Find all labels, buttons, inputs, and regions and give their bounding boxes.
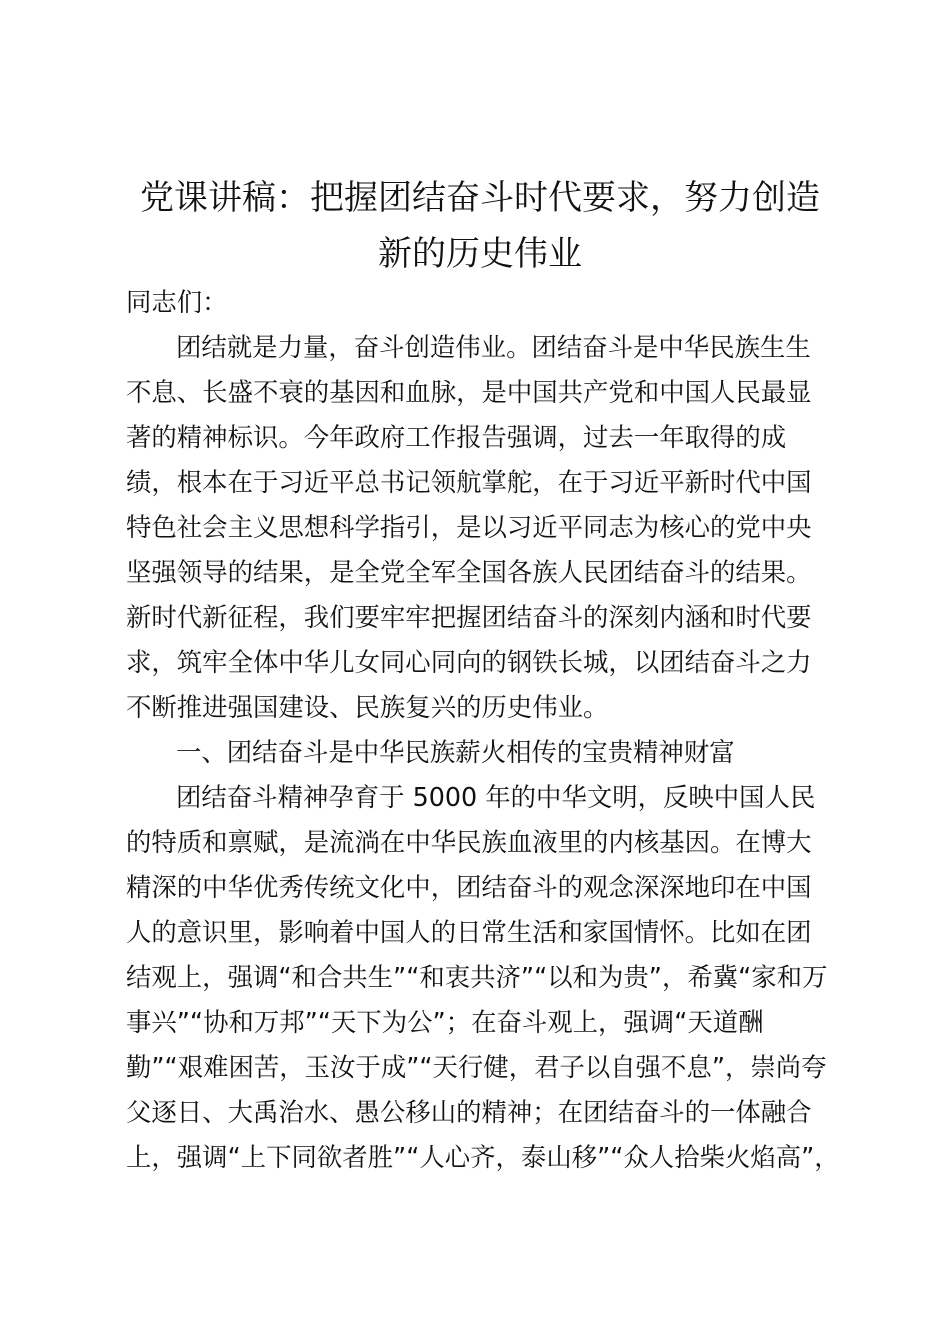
text-line: 特色社会主义思想科学指引，是以习近平同志为核心的党中央 — [126, 512, 812, 542]
text-line: 的特质和禀赋，是流淌在中华民族血液里的内核基因。在博大 — [126, 827, 812, 857]
text-line: 团结就是力量，奋斗创造伟业。团结奋斗是中华民族生生 — [176, 332, 811, 362]
text-line: 勤”“艰难困苦，玉汝于成”“天行健，君子以自强不息”，崇尚夸 — [126, 1052, 827, 1082]
text-line: 上，强调“上下同欲者胜”“人心齐，泰山移”“众人拾柴火焰高”， — [126, 1142, 840, 1172]
text-line: 事兴”“协和万邦”“天下为公”；在奋斗观上，强调“天道酬 — [126, 1007, 764, 1037]
salutation: 同志们： — [126, 287, 228, 317]
document-title — [126, 170, 834, 282]
text-line: 不息、长盛不衰的基因和血脉，是中国共产党和中国人民最显 — [126, 377, 812, 407]
text-line: 求，筑牢全体中华儿女同心同向的钢铁长城，以团结奋斗之力 — [126, 647, 812, 677]
text-line: 坚强领导的结果，是全党全军全国各族人民团结奋斗的结果。 — [126, 557, 812, 587]
text-line: 不断推进强国建设、民族复兴的历史伟业。 — [126, 692, 609, 722]
document-page — [126, 170, 840, 1180]
title-line-2: 新的历史伟业 — [378, 234, 582, 274]
text-line: 新时代新征程，我们要牢牢把握团结奋斗的深刻内涵和时代要 — [126, 602, 812, 632]
text-line: 人的意识里，影响着中国人的日常生活和家国情怀。比如在团 — [126, 917, 812, 947]
text-line: 父逐日、大禹治水、愚公移山的精神；在团结奋斗的一体融合 — [126, 1097, 812, 1127]
text-line: 结观上，强调“和合共生”“和衷共济”“以和为贵”，希冀“家和万 — [126, 962, 828, 992]
text-line: 绩，根本在于习近平总书记领航掌舵，在于习近平新时代中国 — [126, 467, 812, 497]
text-line: 著的精神标识。今年政府工作报告强调，过去一年取得的成 — [126, 422, 787, 452]
section-heading-1: 一、团结奋斗是中华民族薪火相传的宝贵精神财富 — [176, 737, 735, 767]
paragraph-section-1 — [126, 775, 840, 1180]
paragraph-intro — [126, 325, 834, 730]
text-line: 精深的中华优秀传统文化中，团结奋斗的观念深深地印在中国 — [126, 872, 812, 902]
title-line-1: 党课讲稿：把握团结奋斗时代要求，努力创造 — [140, 178, 820, 218]
text-line: 团结奋斗精神孕育于 5000 年的中华文明，反映中国人民 — [176, 782, 816, 812]
